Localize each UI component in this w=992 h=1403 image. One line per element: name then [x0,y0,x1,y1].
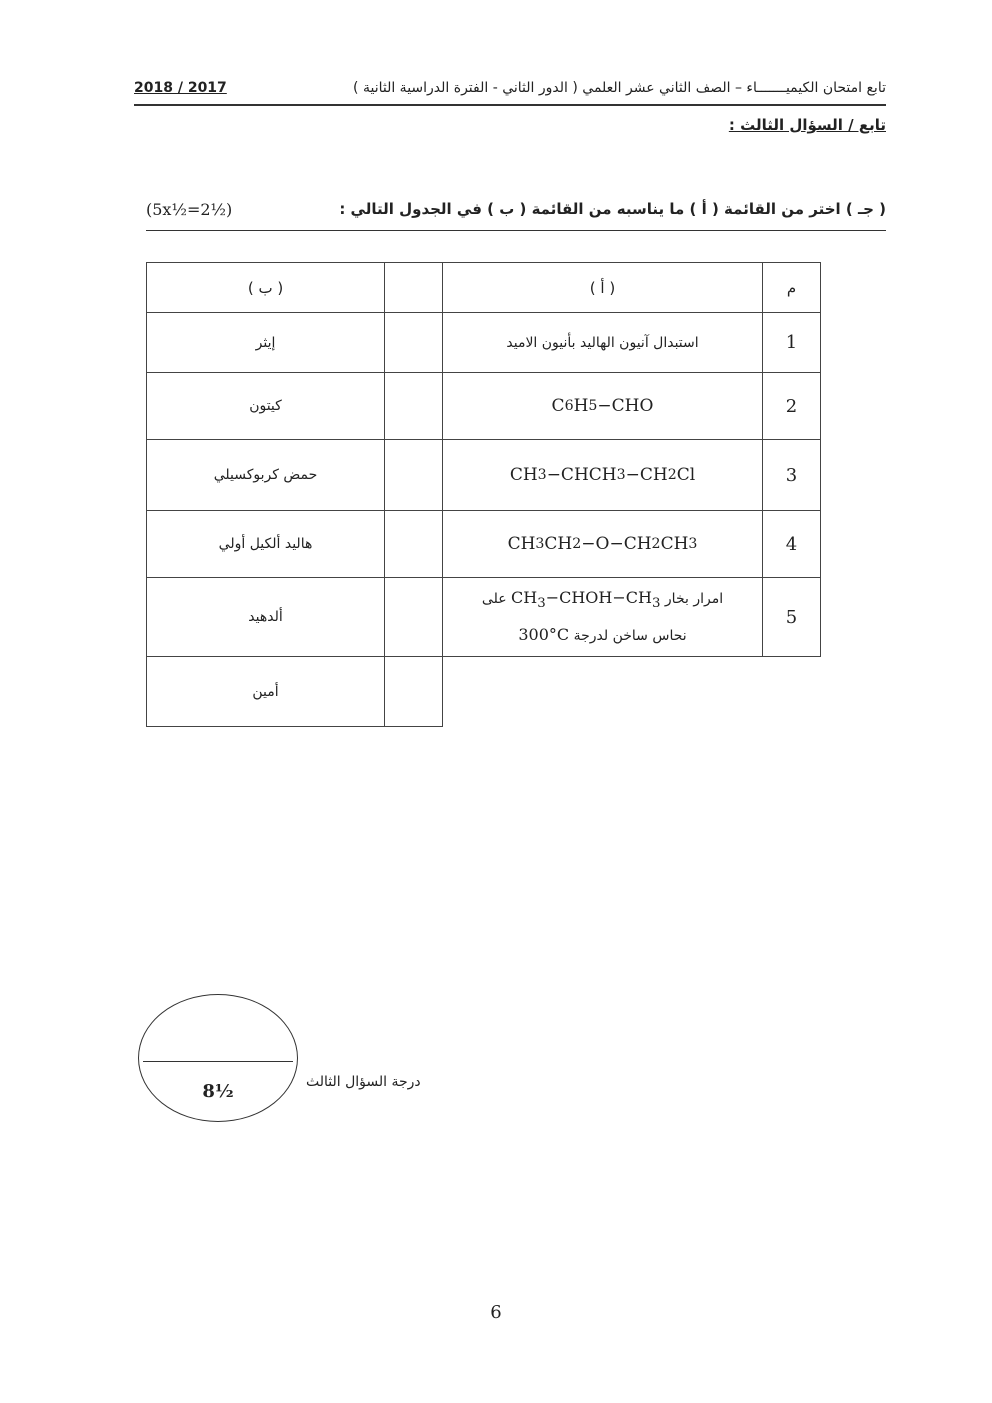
answer-box[interactable] [384,372,443,440]
section-title: تابع / السؤال الثالث : [728,116,886,134]
row-num: 2 [762,372,821,440]
header-b: ( ب ) [146,262,385,313]
row-num: 5 [762,577,821,657]
row-a-line1: امرار بخار $CH_3-CHOH-CH_3$ على [481,588,724,612]
row-b-text: كيتون [146,372,385,440]
answer-box[interactable] [384,656,443,727]
row-a-text: استبدال آنيون الهاليد بأنيون الاميد [442,312,763,373]
header-a: ( أ ) [442,262,763,313]
instruction-text: ( جـ ) اختر من القائمة ( أ ) ما يناسبه من القائمة ( ب ) في الجدول التالي : [339,200,886,218]
row-b-text: إيثر [146,312,385,373]
header-num: م [762,262,821,313]
grade-score: 8½ [202,1081,234,1102]
row-num: 3 [762,439,821,511]
points-value: (5x½=2½) [146,200,233,219]
row-b-text: ألدهيد [146,577,385,657]
grade-label: درجة السؤال الثالث [306,1074,421,1090]
answer-box[interactable] [384,439,443,511]
page-number: 6 [490,1302,502,1323]
grade-ellipse [138,994,298,1122]
instruction [146,196,886,231]
row-a-multiline [442,577,763,657]
answer-box[interactable] [384,262,443,313]
exam-header [134,76,886,106]
row-num: 1 [762,312,821,373]
row-b-text: أمين [146,656,385,727]
row-a-line2: نحاس ساخن لدرجة 300°C [518,624,687,644]
exam-year: 2018 / 2017 [134,80,227,96]
row-a-formula: CH 3 −CHCH 3 −CH 2 Cl [442,439,763,511]
row-num: 4 [762,510,821,578]
row-a-formula: CH 3 CH 2 −O−CH 2 CH 3 [442,510,763,578]
answer-box[interactable] [384,510,443,578]
row-b-text: هاليد ألكيل أولي [146,510,385,578]
grade-divider [143,1061,293,1062]
row-b-text: حمض كربوكسيلي [146,439,385,511]
exam-title: تابع امتحان الكيميـــــــاء – الصف الثاني عشر العلمي ( الدور الثاني - الفترة الدراسية الثانية ) [353,80,886,96]
answer-box[interactable] [384,312,443,373]
answer-box[interactable] [384,577,443,657]
row-a-formula: C 6 H 5 −CHO [442,372,763,440]
